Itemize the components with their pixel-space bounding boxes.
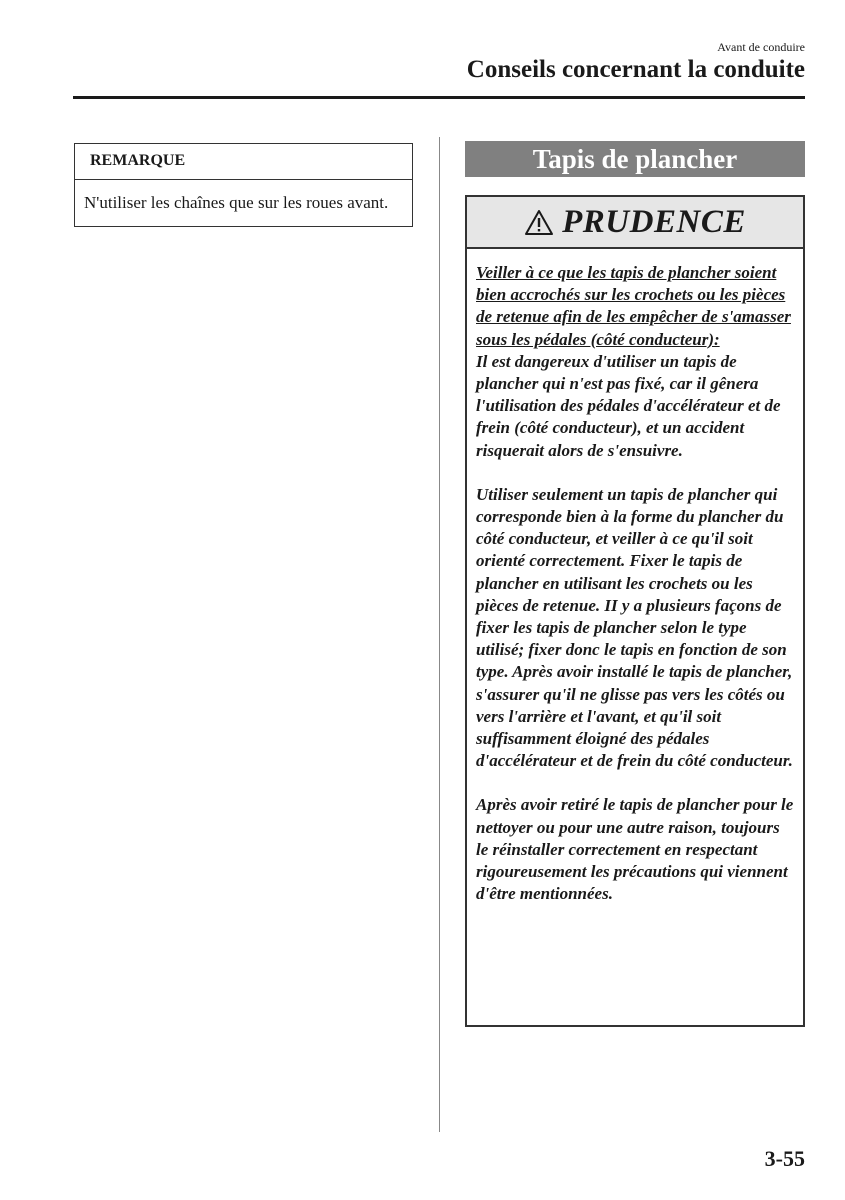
warning-triangle-icon [524, 209, 554, 236]
caution-box [465, 195, 805, 1027]
caution-body [467, 249, 803, 905]
caution-paragraph-3: Après avoir retiré le tapis de plancher pour le nettoyer ou pour une autre raison, toujours le réinstaller correctement en respectant rigoureusement les précautions qui viennent d'être mentionnées. [476, 795, 794, 904]
note-text: N'utiliser les chaînes que sur les roues avant. [84, 193, 389, 212]
section-title: Tapis de plancher [465, 141, 805, 177]
caution-lead: Veiller à ce que les tapis de plancher soient bien accrochés sur les crochets ou les pièces de retenue afin de les empêcher de s'amasser sous les pédales (côté conducteur): [476, 263, 791, 349]
header-rule [73, 96, 805, 99]
column-divider [439, 137, 440, 1132]
caution-heading: PRUDENCE [562, 203, 746, 240]
caution-paragraph-1: Il est dangereux d'utiliser un tapis de plancher qui n'est pas fixé, car il gênera l'utilisation des pédales d'accélérateur et de frein (côté conducteur), et un accident risquerait alors de s'ensuivre. [476, 351, 781, 460]
page-number: 3-55 [764, 1146, 805, 1171]
running-header-section: Avant de conduire [717, 40, 805, 54]
caution-paragraph-2: Utiliser seulement un tapis de plancher qui corresponde bien à la forme du plancher du côté conducteur, et veiller à ce qu'il soit orienté correctement. Fixer le tapis de plancher en utilisant les crochets ou les pièces de retenue. II y a plusieurs façons de fixer les tapis de plancher selon le type utilisé; fixer donc le tapis en fonction de son type. Après avoir installé le tapis de plancher, s'assurer qu'il ne glisse pas vers les côtés ou vers l'arrière et l'avant, et qu'il soit suffisamment éloigné des pédales d'accélérateur et de frein du côté conducteur. [476, 484, 793, 771]
note-box [74, 143, 413, 227]
note-heading: REMARQUE [75, 144, 412, 180]
running-header-title: Conseils concernant la conduite [466, 56, 805, 83]
caution-header [467, 197, 803, 249]
